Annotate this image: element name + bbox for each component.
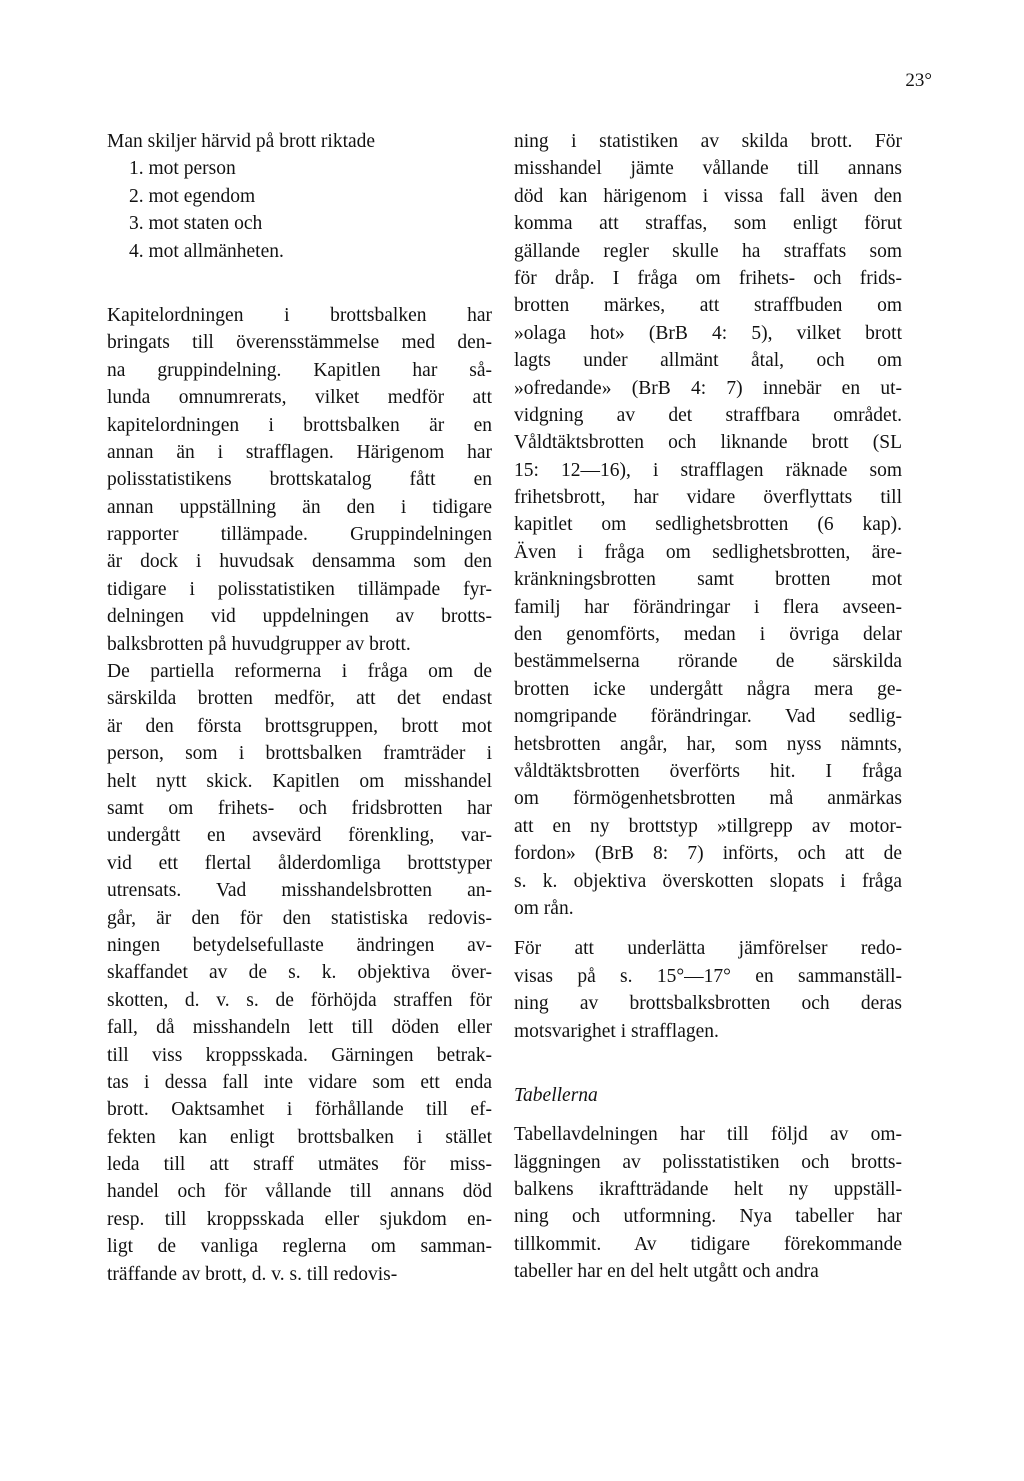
text-line: brotten märkes, att straffbuden om: [514, 295, 902, 317]
right-column: [514, 128, 902, 1286]
text-line: gällande regler skulle ha straffats som: [514, 240, 902, 262]
list-item: 3. mot staten och: [129, 213, 263, 235]
text-line: tidigare i polisstatistiken tillämpade fyr-: [107, 578, 492, 600]
text-line: balksbrotten på huvudgrupper av brott.: [107, 633, 411, 655]
left-column: [107, 128, 492, 1288]
paragraph-continuation: [514, 128, 902, 922]
text-line: vid ett flertal ålderdomliga brottstyper: [107, 852, 492, 874]
text-line: för dråp. I fråga om frihets- och frids-: [514, 267, 902, 289]
text-line: kapitelordningen i brottsbalken är en: [107, 414, 492, 436]
text-line: fekten kan enligt brottsbalken i stället: [107, 1126, 492, 1148]
text-line: frihetsbrott, har vidare överflyttats till: [514, 487, 902, 509]
text-line: går, är den för den statistiska redovis-: [107, 907, 492, 929]
text-line: våldtäktsbrotten överförts hit. I fråga: [514, 760, 902, 782]
text-line: är dock i huvudsak densamma som den: [107, 551, 492, 573]
page-number: 23°: [905, 70, 932, 91]
text-line: till viss kroppsskada. Gärningen betrak-: [107, 1044, 492, 1066]
text-line: nomgripande förändringar. Vad sedlig-: [514, 706, 902, 728]
text-line: tas i dessa fall inte vidare som ett enda: [107, 1071, 492, 1093]
text-line: delningen vid uppdelningen av brotts-: [107, 606, 492, 628]
list-item: 4. mot allmänheten.: [129, 240, 284, 262]
section-heading: Tabellerna: [514, 1084, 598, 1106]
text-line: skaffandet av de s. k. objektiva över-: [107, 962, 492, 984]
paragraph-comparison: [514, 935, 902, 1045]
text-line: Även i fråga om sedlighetsbrotten, äre-: [514, 541, 902, 563]
text-line: annan än i strafflagen. Härigenom har: [107, 441, 492, 463]
text-line: handel och för vållande till annans död: [107, 1181, 492, 1203]
text-line: balkens ikraftträdande helt ny uppställ-: [514, 1179, 902, 1201]
text-line: den genomförts, medan i övriga delar: [514, 624, 902, 646]
text-line: vidgning av det straffbara området.: [514, 404, 902, 426]
text-line: person, som i brottsbalken framträder i: [107, 743, 492, 765]
text-line: polisstatistikens brottskatalog fått en: [107, 469, 492, 491]
text-line: ning och utformning. Nya tabeller har: [514, 1206, 902, 1228]
text-line: motsvarighet i strafflagen.: [514, 1020, 719, 1042]
text-line: om rån.: [514, 897, 574, 919]
text-line: Våldtäktsbrotten och liknande brott (SL: [514, 432, 902, 454]
text-line: »olaga hot» (BrB 4: 5), vilket brott: [514, 322, 902, 344]
text-line: utrensats. Vad misshandelsbrotten an-: [107, 880, 492, 902]
text-line: samt om frihets- och fridsbrotten har: [107, 797, 492, 819]
text-line: För att underlätta jämförelser redo-: [514, 938, 902, 960]
text-line: brotten icke undergått några mera ge-: [514, 678, 902, 700]
text-line: ning av brottsbalksbrotten och deras: [514, 993, 902, 1015]
text-line: annan uppställning än den i tidigare: [107, 496, 492, 518]
text-line: är den första brottsgruppen, brott mot: [107, 715, 492, 737]
text-line: lagts under allmänt åtal, och om: [514, 350, 902, 372]
text-line: visas på s. 15°—17° en sammanställ-: [514, 965, 902, 987]
text-line: kränkningsbrotten samt brotten mot: [514, 569, 902, 591]
list-item: 1. mot person: [129, 158, 236, 180]
text-line: komma att straffas, som enligt förut: [514, 213, 902, 235]
list-item: 2. mot egendom: [129, 185, 256, 207]
text-line: rapporter tillämpade. Gruppindelningen: [107, 524, 492, 546]
text-line: undergått en avsevärd förenkling, var-: [107, 825, 492, 847]
text-line: 15: 12—16), i strafflagen räknade som: [514, 459, 902, 481]
paragraph-partial-reforms: [107, 658, 492, 1288]
text-line: Kapitelordningen i brottsbalken har: [107, 304, 492, 326]
text-line: kapitlet om sedlighetsbrotten (6 kap).: [514, 514, 902, 536]
text-line: läggningen av polisstatistiken och brotts-: [514, 1151, 902, 1173]
category-list: [107, 155, 492, 265]
text-line: tillkommit. Av tidigare förekommande: [514, 1233, 902, 1255]
text-line: bestämmelserna rörande de särskilda: [514, 651, 902, 673]
list-intro: Man skiljer härvid på brott riktade: [107, 131, 376, 152]
paragraph-chapter-order: [107, 302, 492, 658]
text-line: fall, då misshandeln lett till döden eller: [107, 1017, 492, 1039]
text-line: familj har förändringar i flera avseen-: [514, 596, 902, 618]
text-line: brott. Oaktsamhet i förhållande till ef-: [107, 1099, 492, 1121]
text-line: ningen betydelsefullaste ändringen av-: [107, 934, 492, 956]
paragraph-tables: [514, 1121, 902, 1285]
text-line: bringats till överensstämmelse med den-: [107, 332, 492, 354]
text-line: leda till att straff utmätes för miss-: [107, 1154, 492, 1176]
text-line: helt nytt skick. Kapitlen om misshandel: [107, 770, 492, 792]
text-line: skotten, d. v. s. de förhöjda straffen för: [107, 989, 492, 1011]
text-line: om förmögenhetsbrotten må anmärkas: [514, 788, 902, 810]
text-line: träffande av brott, d. v. s. till redovis-: [107, 1263, 398, 1285]
text-line: Tabellavdelningen har till följd av om-: [514, 1124, 902, 1146]
text-line: död kan härigenom i vissa fall även den: [514, 185, 902, 207]
text-line: tabeller har en del helt utgått och andra: [514, 1261, 819, 1283]
text-line: na gruppindelning. Kapitlen har så-: [107, 359, 492, 381]
text-line: lunda omnumrerats, vilket medför att: [107, 387, 492, 409]
text-line: särskilda brotten medför, att det endast: [107, 688, 492, 710]
text-line: »ofredande» (BrB 4: 7) innebär en ut-: [514, 377, 902, 399]
text-line: s. k. objektiva överskotten slopats i fråga: [514, 870, 902, 892]
text-line: ligt de vanliga reglerna om samman-: [107, 1236, 492, 1258]
text-line: resp. till kroppsskada eller sjukdom en-: [107, 1208, 492, 1230]
text-line: fordon» (BrB 8: 7) införts, och att de: [514, 843, 902, 865]
text-line: hetsbrotten angår, har, som nyss nämnts,: [514, 733, 902, 755]
text-line: De partiella reformerna i fråga om de: [107, 661, 492, 683]
text-line: ning i statistiken av skilda brott. För: [514, 131, 902, 152]
text-line: att en ny brottstyp »tillgrepp av motor-: [514, 815, 902, 837]
text-line: misshandel jämte vållande till annans: [514, 158, 902, 180]
